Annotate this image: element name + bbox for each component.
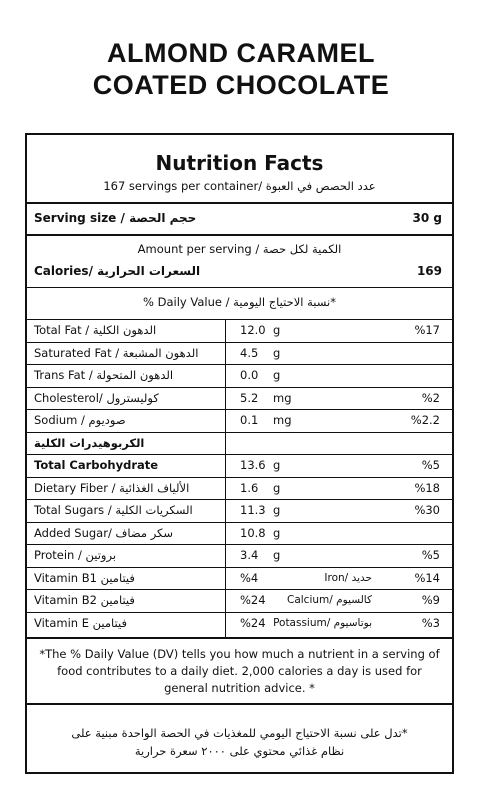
daily-value-header: % Daily Value / نسبة الاحتياج اليومية* (143, 295, 336, 309)
row-divider (27, 364, 452, 365)
nutrition-facts-panel (25, 133, 454, 774)
vitamin-daily-value: %24 (240, 615, 266, 630)
nutrient-label: Saturated Fat / الدهون المشبعة (34, 345, 199, 360)
footnote-arabic-line1: *تدل على نسبة الاحتياج اليومي للمغذيات في الحصة الواحدة مبنية على (71, 726, 408, 740)
nutrient-unit: g (273, 503, 281, 517)
mineral-label: Calcium/ كالسيوم (287, 594, 372, 606)
serving-size-label: Serving size / حجم الحصة (34, 211, 197, 225)
nutrient-daily-value: %5 (421, 548, 440, 562)
amount-per-serving: Amount per serving / الكمية لكل حصة (137, 242, 342, 256)
column-divider (225, 319, 226, 638)
row-divider (27, 477, 452, 478)
nutrient-label: Total Fat / الدهون الكلية (34, 323, 157, 337)
nutrient-label: Cholesterol/ كوليسترول (34, 390, 159, 405)
nutrient-label: Dietary Fiber / الألياف الغذائية (34, 480, 190, 495)
row-divider (27, 544, 452, 545)
nutrient-daily-value: %17 (414, 323, 440, 337)
nutrient-unit: g (273, 480, 281, 495)
row-divider (27, 432, 452, 433)
serving-size-value: 30 g (412, 211, 442, 225)
nutrient-label: Total Sugars / السكريات الكلية (34, 503, 193, 517)
row-divider (27, 342, 452, 343)
nutrient-label: Sodium / صوديوم (34, 413, 126, 427)
divider (27, 703, 452, 705)
vitamin-label: Vitamin B1 فيتامين (34, 570, 135, 585)
nutrient-unit: g (273, 323, 281, 337)
calories-value: 169 (416, 264, 442, 278)
nutrition-facts-heading: Nutrition Facts (155, 151, 324, 175)
divider (27, 287, 452, 288)
nutrient-amount: 0.1 (240, 413, 259, 427)
nutrient-label: Added Sugar/ سكر مضاف (34, 525, 174, 540)
nutrient-daily-value: %18 (414, 480, 440, 495)
row-divider (27, 589, 452, 590)
nutrient-unit: g (273, 525, 281, 540)
nutrient-unit: g (273, 368, 281, 382)
nutrient-amount: 1.6 (240, 480, 259, 495)
vitamin-daily-value: %4 (240, 570, 259, 585)
divider (27, 319, 452, 320)
nutrient-unit: g (273, 548, 281, 562)
row-divider (27, 522, 452, 523)
row-divider (27, 387, 452, 388)
nutrient-unit: mg (273, 390, 292, 405)
nutrient-label: Trans Fat / الدهون المتحولة (34, 368, 174, 382)
nutrient-amount: 13.6 (240, 458, 266, 472)
nutrient-amount: 12.0 (240, 323, 266, 337)
row-divider (27, 567, 452, 568)
nutrient-label: Protein / بروتين (34, 548, 117, 562)
divider (27, 202, 452, 204)
nutrient-daily-value: %5 (421, 458, 440, 472)
servings-per-container: 167 servings per container/ عدد الحصص في العبوة (103, 179, 376, 193)
vitamin-label: Vitamin E فيتامين (34, 615, 127, 630)
mineral-daily-value: %3 (421, 615, 440, 630)
vitamin-label: Vitamin B2 فيتامين (34, 593, 135, 607)
daily-value-footnote: *The % Daily Value (DV) tells you how much a nutrient in a serving of food contributes to a daily diet. 2,000 calories a day is used for general nutrition advice. * (39, 647, 440, 695)
product-title-line1: ALMOND CARAMEL (107, 38, 375, 68)
product-title-line2: COATED CHOCOLATE (92, 70, 390, 100)
nutrient-amount: 0.0 (240, 368, 259, 382)
mineral-label: Potassium/ بوتاسيوم (273, 616, 372, 629)
divider (27, 637, 452, 639)
nutrient-label: Total Carbohydrate (34, 458, 159, 472)
mineral-daily-value: %9 (421, 593, 440, 607)
nutrient-label: الكربوهيدرات الكلية (34, 435, 145, 450)
row-divider (27, 454, 452, 455)
row-divider (27, 612, 452, 613)
nutrient-amount: 4.5 (240, 345, 259, 360)
nutrient-unit: g (273, 458, 281, 472)
nutrient-daily-value: %2.2 (410, 413, 440, 427)
row-divider (27, 499, 452, 500)
divider (27, 234, 452, 236)
calories-label: Calories/ السعرات الحرارية (34, 264, 201, 278)
nutrient-unit: g (273, 345, 281, 360)
nutrient-unit: mg (273, 413, 292, 427)
nutrient-amount: 5.2 (240, 390, 259, 405)
mineral-daily-value: %14 (414, 570, 440, 585)
vitamin-daily-value: %24 (240, 593, 266, 607)
footnote-arabic-line2: نظام غذائي محتوي على ٢٠٠٠ سعرة حرارية (134, 744, 345, 758)
nutrient-amount: 11.3 (240, 503, 266, 517)
nutrient-daily-value: %2 (421, 390, 440, 405)
nutrient-amount: 3.4 (240, 548, 259, 562)
nutrient-daily-value: %30 (414, 503, 440, 517)
nutrient-amount: 10.8 (240, 525, 266, 540)
mineral-label: Iron/ حديد (324, 571, 372, 584)
row-divider (27, 409, 452, 410)
